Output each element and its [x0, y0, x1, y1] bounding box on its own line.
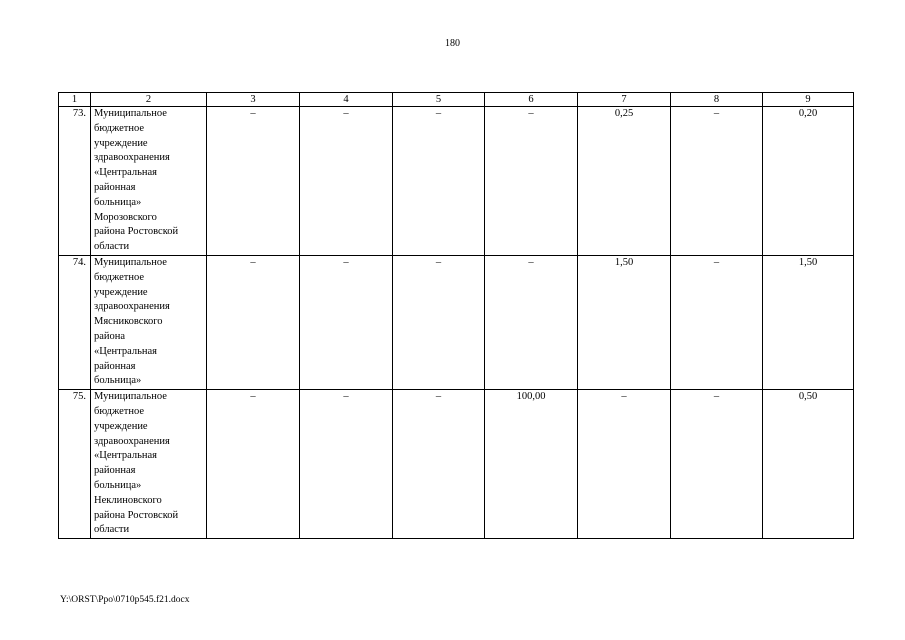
- table-cell: –: [393, 107, 485, 256]
- institution-name: Муниципальное бюджетное учреждение здравоохранения «Центральная районная больница» Морозовского района Ростовской области: [91, 107, 207, 256]
- file-path-footer: Y:\ORST\Ppo\0710p545.f21.docx: [60, 595, 190, 605]
- institution-name: Муниципальное бюджетное учреждение здравоохранения «Центральная районная больница» Неклиновского района Ростовской области: [91, 390, 207, 539]
- table-cell: –: [671, 390, 763, 539]
- table-cell: 0,50: [763, 390, 854, 539]
- table-cell: –: [300, 107, 393, 256]
- table-cell: 0,20: [763, 107, 854, 256]
- table-cell: 1,50: [578, 255, 671, 389]
- column-header-3: 3: [207, 93, 300, 107]
- table-cell: –: [207, 107, 300, 256]
- column-header-7: 7: [578, 93, 671, 107]
- row-number: 74.: [59, 255, 91, 389]
- table-cell: –: [578, 390, 671, 539]
- column-header-9: 9: [763, 93, 854, 107]
- column-header-6: 6: [485, 93, 578, 107]
- table-cell: –: [485, 255, 578, 389]
- table-cell: –: [207, 255, 300, 389]
- institution-name: Муниципальное бюджетное учреждение здравоохранения Мясниковского района «Центральная районная больница»: [91, 255, 207, 389]
- table-cell: –: [671, 255, 763, 389]
- table-cell: 0,25: [578, 107, 671, 256]
- column-header-4: 4: [300, 93, 393, 107]
- table-cell: –: [300, 390, 393, 539]
- header-row: [59, 93, 854, 107]
- table-cell: –: [485, 107, 578, 256]
- row-number: 75.: [59, 390, 91, 539]
- column-header-8: 8: [671, 93, 763, 107]
- table-cell: –: [393, 255, 485, 389]
- row-number: 73.: [59, 107, 91, 256]
- table-cell: –: [671, 107, 763, 256]
- column-header-2: 2: [91, 93, 207, 107]
- table-row: [59, 107, 854, 256]
- table-cell: 1,50: [763, 255, 854, 389]
- table-cell: –: [207, 390, 300, 539]
- table-row: [59, 255, 854, 389]
- table-row: [59, 390, 854, 539]
- table-cell: –: [393, 390, 485, 539]
- data-table: [58, 92, 854, 539]
- table-cell: –: [300, 255, 393, 389]
- column-header-1: 1: [59, 93, 91, 107]
- table-cell: 100,00: [485, 390, 578, 539]
- column-header-5: 5: [393, 93, 485, 107]
- page-number: 180: [445, 38, 460, 49]
